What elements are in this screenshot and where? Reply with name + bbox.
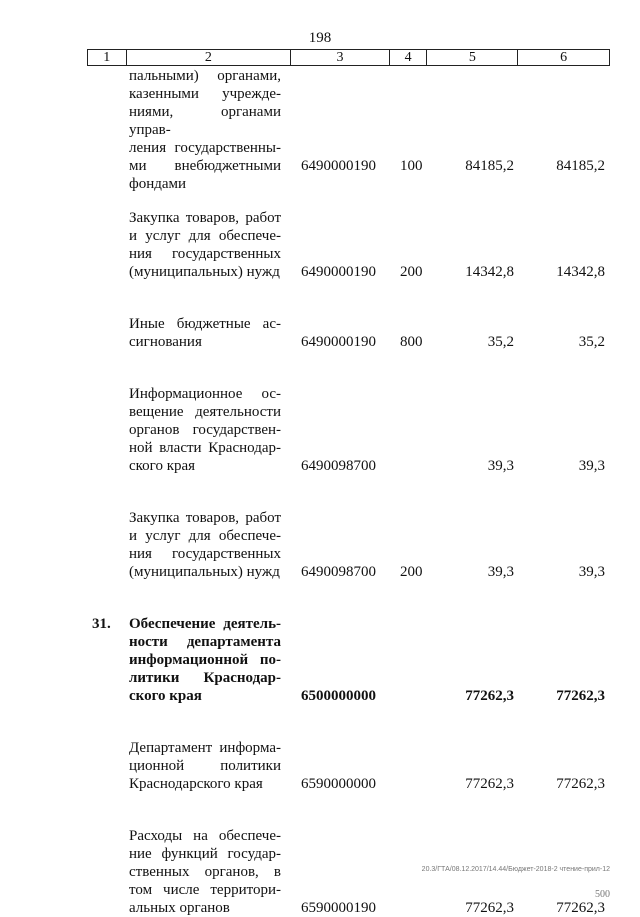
row-value-col5: 35,2 (487, 334, 514, 350)
row-code: 6490000190 (301, 334, 376, 350)
row-value-col6: 14342,8 (556, 264, 605, 280)
table-row (0, 385, 640, 475)
row-name-line: пальными) органами, (129, 68, 281, 84)
row-name-line: Расходы на обеспече- (129, 828, 281, 844)
row-value-col6: 39,3 (578, 458, 605, 474)
row-name-line: (муниципальных) нужд (129, 564, 280, 580)
row-name-line: казенными учрежде- (129, 86, 281, 102)
row-name (129, 739, 281, 793)
row-name-line: Закупка товаров, работ (129, 210, 281, 226)
table-row (0, 209, 640, 281)
row-code: 6590000000 (301, 776, 376, 792)
row-code: 6590000190 (301, 900, 376, 916)
footer-file-reference: 20.3/ГТА/08.12.2017/14.44/Бюджет-2018-2 чтение-прил-12 (421, 866, 610, 873)
row-name-line: и услуг для обеспече- (129, 528, 281, 544)
footer-page-number: 500 (595, 889, 610, 900)
row-name (129, 615, 281, 705)
row-name-line: ности департамента (129, 634, 281, 650)
row-value-col6: 84185,2 (556, 158, 605, 174)
row-name-line: Закупка товаров, работ (129, 510, 281, 526)
row-name-line: Иные бюджетные ас- (129, 316, 281, 332)
row-value-col6: 39,3 (578, 564, 605, 580)
row-code: 6490098700 (301, 564, 376, 580)
row-name (129, 827, 281, 917)
row-expense-type: 200 (400, 264, 423, 280)
column-header-6: 6 (518, 50, 610, 66)
row-name-line: ственных органов, в (129, 864, 281, 880)
row-value-col5: 39,3 (487, 564, 514, 580)
row-name-line: ления государственны- (129, 140, 281, 156)
row-name (129, 67, 281, 193)
row-name (129, 315, 281, 351)
column-header-5: 5 (427, 50, 518, 66)
column-header-1: 1 (88, 50, 127, 66)
row-name (129, 209, 281, 281)
row-value-col5: 77262,3 (465, 776, 514, 792)
row-name-line: Обеспечение деятель- (129, 616, 281, 632)
row-name (129, 509, 281, 581)
table-row (0, 509, 640, 581)
column-header-3: 3 (291, 50, 390, 66)
row-name-line: альных органов (129, 900, 230, 916)
row-code: 6500000000 (301, 688, 376, 704)
row-name-line: (муниципальных) нужд (129, 264, 280, 280)
column-header-4: 4 (389, 50, 427, 66)
row-code: 6490098700 (301, 458, 376, 474)
row-name-line: сигнования (129, 334, 202, 350)
row-name-line: ной власти Краснодар- (129, 440, 281, 456)
row-value-col5: 77262,3 (465, 688, 514, 704)
row-value-col6: 77262,3 (556, 900, 605, 916)
row-name-line: Информационное ос- (129, 386, 281, 402)
row-value-col5: 39,3 (487, 458, 514, 474)
row-expense-type: 800 (400, 334, 423, 350)
row-value-col5: 84185,2 (465, 158, 514, 174)
row-name-line: литики Краснодар- (129, 670, 281, 686)
row-expense-type: 200 (400, 564, 423, 580)
row-code: 6490000190 (301, 158, 376, 174)
row-expense-type: 100 (400, 158, 423, 174)
row-name-line: ского края (129, 688, 202, 704)
row-name-line: вещение деятельности (129, 404, 281, 420)
row-name-line: ниями, органами управ- (129, 104, 281, 138)
table-row (0, 67, 640, 192)
column-header-2: 2 (126, 50, 291, 66)
row-value-col5: 14342,8 (465, 264, 514, 280)
row-name-line: фондами (129, 176, 187, 192)
table-row (0, 615, 640, 705)
column-header-row (87, 49, 610, 66)
row-name-line: том числе территори- (129, 882, 281, 898)
page-number: 198 (308, 30, 332, 46)
table-row (0, 739, 640, 793)
row-name-line: ния государственных (129, 246, 281, 262)
row-name-line: ния государственных (129, 546, 281, 562)
row-number: 31. (92, 616, 111, 632)
row-name-line: Краснодарского края (129, 776, 263, 792)
row-value-col5: 77262,3 (465, 900, 514, 916)
row-name-line: Департамент информа- (129, 740, 281, 756)
row-value-col6: 77262,3 (556, 776, 605, 792)
row-name (129, 385, 281, 475)
row-name-line: и услуг для обеспече- (129, 228, 281, 244)
row-name-line: ние функций государ- (129, 846, 281, 862)
row-name-line: ционной политики (129, 758, 281, 774)
row-name-line: органов государствен- (129, 422, 281, 438)
row-code: 6490000190 (301, 264, 376, 280)
row-name-line: ского края (129, 458, 196, 474)
row-value-col6: 35,2 (578, 334, 605, 350)
row-name-line: информационной по- (129, 652, 281, 668)
table-row (0, 315, 640, 351)
row-name-line: ми внебюджетными (129, 158, 281, 174)
row-value-col6: 77262,3 (556, 688, 605, 704)
